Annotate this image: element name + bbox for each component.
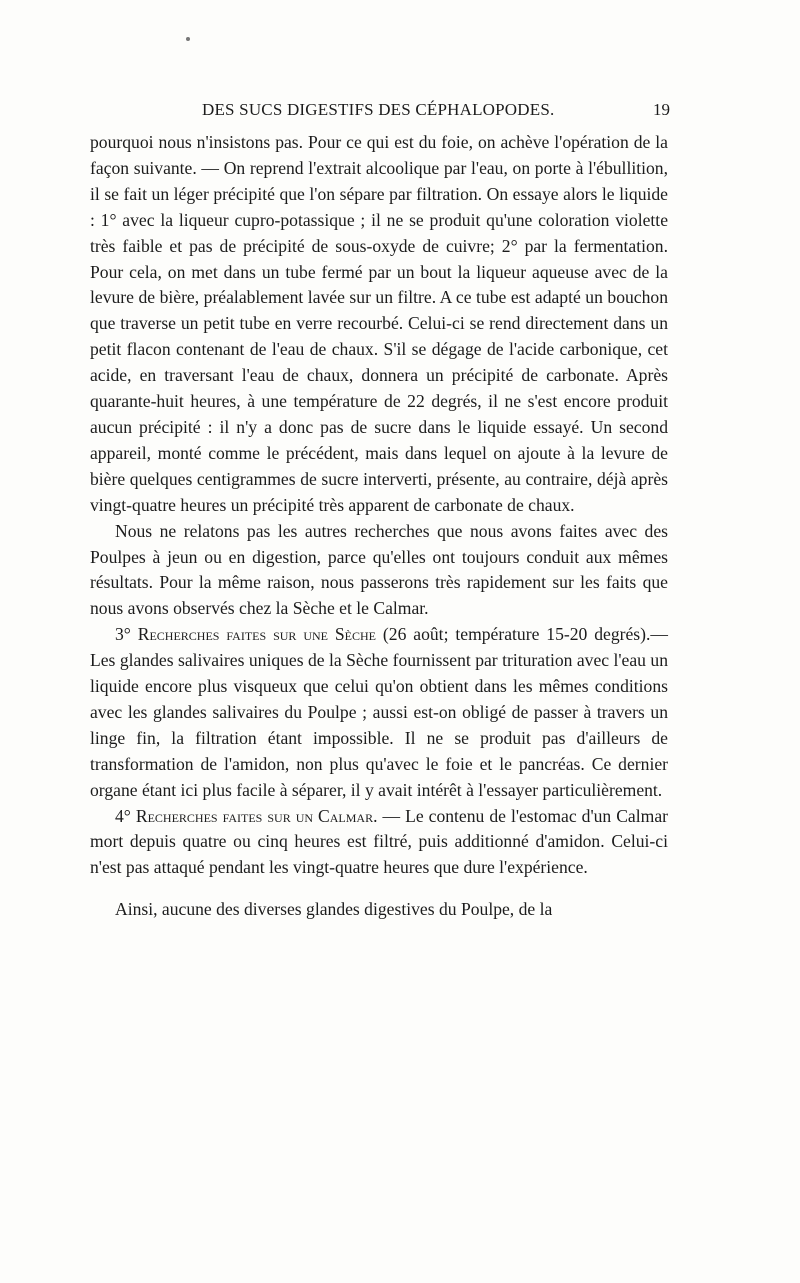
- page-header: [90, 100, 670, 126]
- paragraph: Nous ne relatons pas les autres recherches que nous avons faites avec des Poulpes à jeun ou en digestion, parce qu'elles ont toujours conduit aux mêmes résultats. Pour la même raison, nous passerons très rapidement sur les faits que nous avons observés chez la Sèche et le Calmar.: [90, 520, 668, 619]
- scan-speck: [186, 37, 190, 41]
- section-heading: 4° Recherches faites sur un Calmar.: [115, 805, 378, 826]
- section-text: — Le contenu de l'estomac d'un Calmar mort depuis quatre ou cinq heures est filtré, puis additionné d'amidon. Celui-ci n'est pas attaqué pendant les vingt-quatre heures que dure l'expérience.: [90, 805, 668, 878]
- paragraph-section-3: [90, 622, 668, 803]
- section-heading: 3° Recherches faites sur une Sèche: [115, 624, 377, 645]
- paragraph-continuation: pourquoi nous n'insistons pas. Pour ce qui est du foie, on achève l'opération de la façon suivante. — On reprend l'extrait alcoolique par l'eau, on porte à l'ébullition, il se fait un léger précipité que l'on sépare par filtration. On essaye alors le liquide : 1° avec la liqueur cupro-potassique ; il ne se produit qu'une coloration violette très faible et pas de précipité de sous-oxyde de cuivre; 2° par la fermentation. Pour cela, on met dans un tube fermé par un bout la liqueur aqueuse avec de la levure de bière, préalablement lavée sur un filtre. A ce tube est adapté un bouchon que traverse un petit tube en verre recourbé. Celui-ci se rend directement dans un petit flacon contenant de l'eau de chaux. S'il se dégage de l'acide carbonique, cet acide, en traversant l'eau de chaux, donnera un précipité de carbonate. Après quarante-huit heures, à une température de 22 degrés, il ne s'est encore produit aucun précipité : il n'y a donc pas de sucre dans le liquide essayé. Un second appareil, monté comme le précédent, mais dans lequel on ajoute à la levure de bière quelques centigrammes de sucre interverti, présente, au contraire, déjà après vingt-quatre heures un précipité très apparent de carbonate de chaux.: [90, 132, 668, 515]
- paragraph-section-4: [90, 804, 668, 882]
- page-number: 19: [653, 100, 670, 119]
- body-text: [90, 130, 668, 923]
- section-text: (26 août; température 15-20 degrés).— Les glandes salivaires uniques de la Sèche fournissent par trituration avec l'eau un liquide encore plus visqueux que celui qu'on obtient dans les mêmes conditions avec les glandes salivaires du Poulpe ; aussi est-on obligé de passer à travers un linge fin, la filtration étant impossible. Il ne se produit pas d'ailleurs de transformation de l'amidon, non plus qu'avec le foie et le pancréas. Ce dernier organe étant ici plus facile à séparer, il y avait intérêt à l'essayer particulièrement.: [90, 624, 669, 800]
- running-title: DES SUCS DIGESTIFS DES CÉPHALOPODES.: [202, 100, 555, 119]
- paragraph-final: Ainsi, aucune des diverses glandes digestives du Poulpe, de la: [115, 899, 553, 920]
